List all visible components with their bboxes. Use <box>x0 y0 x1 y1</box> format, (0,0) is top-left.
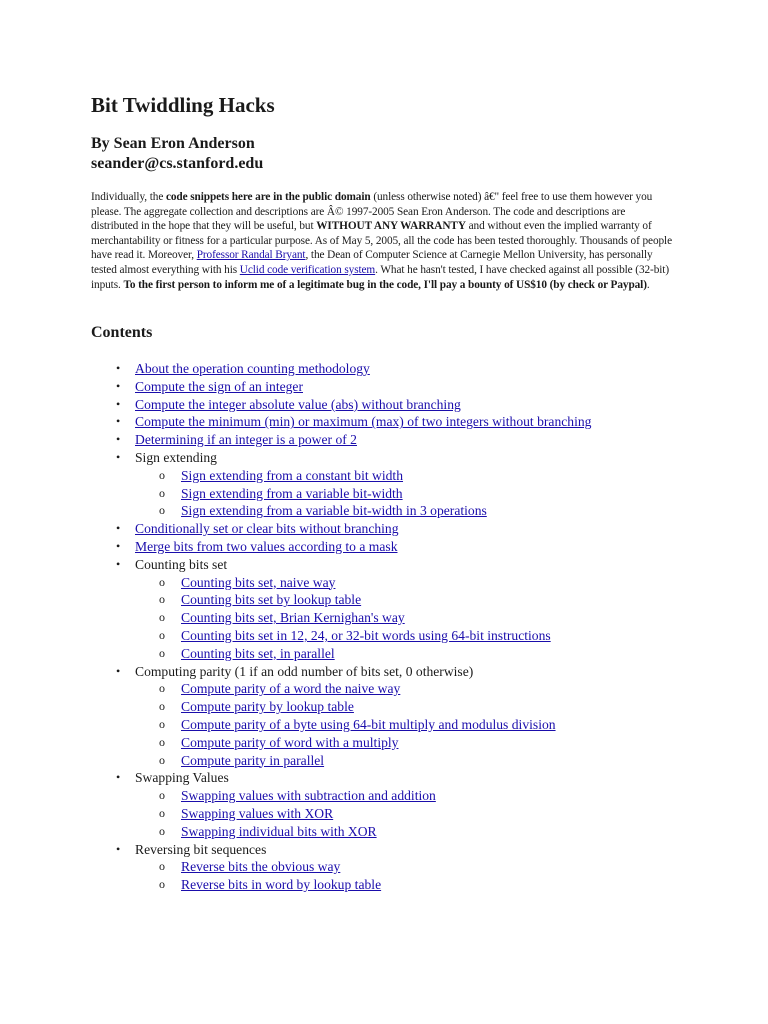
bullet-icon: • <box>116 432 121 447</box>
toc-link[interactable]: Compute parity in parallel <box>181 752 325 768</box>
toc-subitem <box>0 734 768 752</box>
intro-text: (unless otherwise noted) â€" feel free to use them however you please. The aggregate collection and descriptions are Â© 1997-2005 Sean Eron Anderson. The code and descriptions are distributed in the hope that they will be useful, but <box>91 191 653 233</box>
toc-section-label: Sign extending <box>135 449 217 465</box>
bullet-icon: • <box>116 396 121 411</box>
circle-bullet-icon: o <box>159 877 165 892</box>
intro-paragraph <box>91 190 675 292</box>
intro-text: Individually, the <box>91 191 166 203</box>
toc-subitem <box>0 876 768 894</box>
toc-item <box>0 396 768 414</box>
page-title: Bit Twiddling Hacks <box>91 93 275 117</box>
toc-subitem <box>0 591 768 609</box>
toc-item <box>0 520 768 538</box>
toc-item <box>0 378 768 396</box>
toc-item <box>0 360 768 378</box>
toc-section-label: Computing parity (1 if an odd number of bits set, 0 otherwise) <box>135 663 474 679</box>
toc-subitem <box>0 698 768 716</box>
toc-item <box>0 413 768 431</box>
toc-link[interactable]: Merge bits from two values according to a mask <box>135 538 398 554</box>
toc-link[interactable]: Compute parity of word with a multiply <box>181 734 399 750</box>
circle-bullet-icon: o <box>159 859 165 874</box>
toc-link[interactable]: Compute the minimum (min) or maximum (max) of two integers without branching <box>135 414 592 430</box>
bullet-icon: • <box>116 378 121 393</box>
byline <box>91 134 263 174</box>
intro-bold-warranty: WITHOUT ANY WARRANTY <box>316 220 466 233</box>
toc-subitem <box>0 467 768 485</box>
toc-link[interactable]: Compute the sign of an integer <box>135 378 303 394</box>
circle-bullet-icon: o <box>159 503 165 518</box>
bullet-icon: • <box>116 841 121 856</box>
toc-link[interactable]: Counting bits set in 12, 24, or 32-bit words using 64-bit instructions <box>181 627 551 643</box>
circle-bullet-icon: o <box>159 592 165 607</box>
toc-subitem <box>0 805 768 823</box>
intro-bold-public-domain: code snippets here are in the public domain <box>165 191 371 203</box>
bullet-icon: • <box>116 521 121 536</box>
intro-text: . What he hasn't tested, I have checked against all possible (32-bit) inputs. <box>91 263 670 291</box>
toc-subitem <box>0 858 768 876</box>
circle-bullet-icon: o <box>159 734 165 749</box>
circle-bullet-icon: o <box>159 610 165 625</box>
contents-heading: Contents <box>91 324 153 341</box>
bullet-icon: • <box>116 556 121 571</box>
toc-link[interactable]: Determining if an integer is a power of 2 <box>135 432 357 448</box>
toc-subitem <box>0 752 768 770</box>
toc-subitem <box>0 823 768 841</box>
bullet-icon: • <box>116 414 121 429</box>
toc-subitem <box>0 609 768 627</box>
toc-link[interactable]: Counting bits set, in parallel <box>181 645 335 661</box>
toc-link[interactable]: Sign extending from a variable bit-width <box>181 485 403 501</box>
bullet-icon: • <box>116 538 121 553</box>
toc-item <box>0 431 768 449</box>
toc-item <box>0 841 768 859</box>
professor-bryant-link[interactable]: Professor Randal Bryant <box>196 249 306 262</box>
toc-subitem <box>0 645 768 663</box>
circle-bullet-icon: o <box>159 699 165 714</box>
toc-link[interactable]: Reverse bits the obvious way <box>181 859 341 875</box>
toc-item <box>0 449 768 467</box>
toc-link[interactable]: Reverse bits in word by lookup table <box>181 877 382 893</box>
toc-link[interactable]: Compute parity by lookup table <box>181 699 354 715</box>
toc-link[interactable]: Counting bits set, Brian Kernighan's way <box>181 610 405 626</box>
intro-text: . <box>646 278 650 291</box>
circle-bullet-icon: o <box>159 485 165 500</box>
toc-item <box>0 769 768 787</box>
toc-item <box>0 538 768 556</box>
bullet-icon: • <box>116 449 121 464</box>
toc-link[interactable]: Conditionally set or clear bits without branching <box>135 521 399 537</box>
circle-bullet-icon: o <box>159 805 165 820</box>
toc-link[interactable]: About the operation counting methodology <box>135 361 370 376</box>
circle-bullet-icon: o <box>159 788 165 803</box>
toc-item <box>0 663 768 681</box>
toc-link[interactable]: Swapping values with subtraction and addition <box>181 788 436 804</box>
toc-subitem <box>0 680 768 698</box>
toc-item <box>0 556 768 574</box>
circle-bullet-icon: o <box>159 627 165 642</box>
circle-bullet-icon: o <box>159 645 165 660</box>
bullet-icon: • <box>116 663 121 678</box>
toc-link[interactable]: Sign extending from a variable bit-width in 3 operations <box>181 503 487 519</box>
toc-section-label: Reversing bit sequences <box>135 841 267 857</box>
toc-link[interactable]: Compute parity of a byte using 64-bit multiply and modulus division <box>181 716 556 732</box>
bullet-icon: • <box>116 770 121 785</box>
toc-link[interactable]: Swapping values with XOR <box>181 805 334 821</box>
uclid-link[interactable]: Uclid code verification system <box>239 263 376 276</box>
toc-link[interactable]: Compute the integer absolute value (abs) without branching <box>135 396 461 412</box>
intro-bold-bounty: To the first person to inform me of a legitimate bug in the code, I'll pay a bounty of US$10 (by check or Paypal) <box>123 278 647 291</box>
circle-bullet-icon: o <box>159 716 165 731</box>
toc-section-label: Counting bits set <box>135 556 228 572</box>
toc-subitem <box>0 485 768 503</box>
circle-bullet-icon: o <box>159 574 165 589</box>
toc-link[interactable]: Sign extending from a constant bit width <box>181 467 404 483</box>
author-name: By Sean Eron Anderson <box>91 135 255 152</box>
toc-subitem <box>0 787 768 805</box>
toc-subitem <box>0 574 768 592</box>
bullet-icon: • <box>116 361 121 375</box>
toc-subitem <box>0 502 768 520</box>
toc-section-label: Swapping Values <box>135 770 229 786</box>
toc-subitem <box>0 627 768 645</box>
intro-text: and without even the implied warranty of merchantability or fitness for a particular purpose. As of May 5, 2005, all the code has been tested thoroughly. Thousands of people have read it. Moreover, <box>91 220 672 262</box>
circle-bullet-icon: o <box>159 467 165 482</box>
circle-bullet-icon: o <box>159 823 165 838</box>
author-email: seander@cs.stanford.edu <box>91 155 264 172</box>
toc-link[interactable]: Swapping individual bits with XOR <box>181 823 377 839</box>
contents-list <box>0 360 768 894</box>
circle-bullet-icon: o <box>159 752 165 767</box>
circle-bullet-icon: o <box>159 681 165 696</box>
toc-link[interactable]: Counting bits set by lookup table <box>181 592 362 608</box>
intro-text: , the Dean of Computer Science at Carnegie Mellon University, has personally tested almost everything with his <box>91 249 653 276</box>
toc-link[interactable]: Counting bits set, naive way <box>181 574 336 590</box>
toc-subitem <box>0 716 768 734</box>
toc-link[interactable]: Compute parity of a word the naive way <box>181 681 401 697</box>
